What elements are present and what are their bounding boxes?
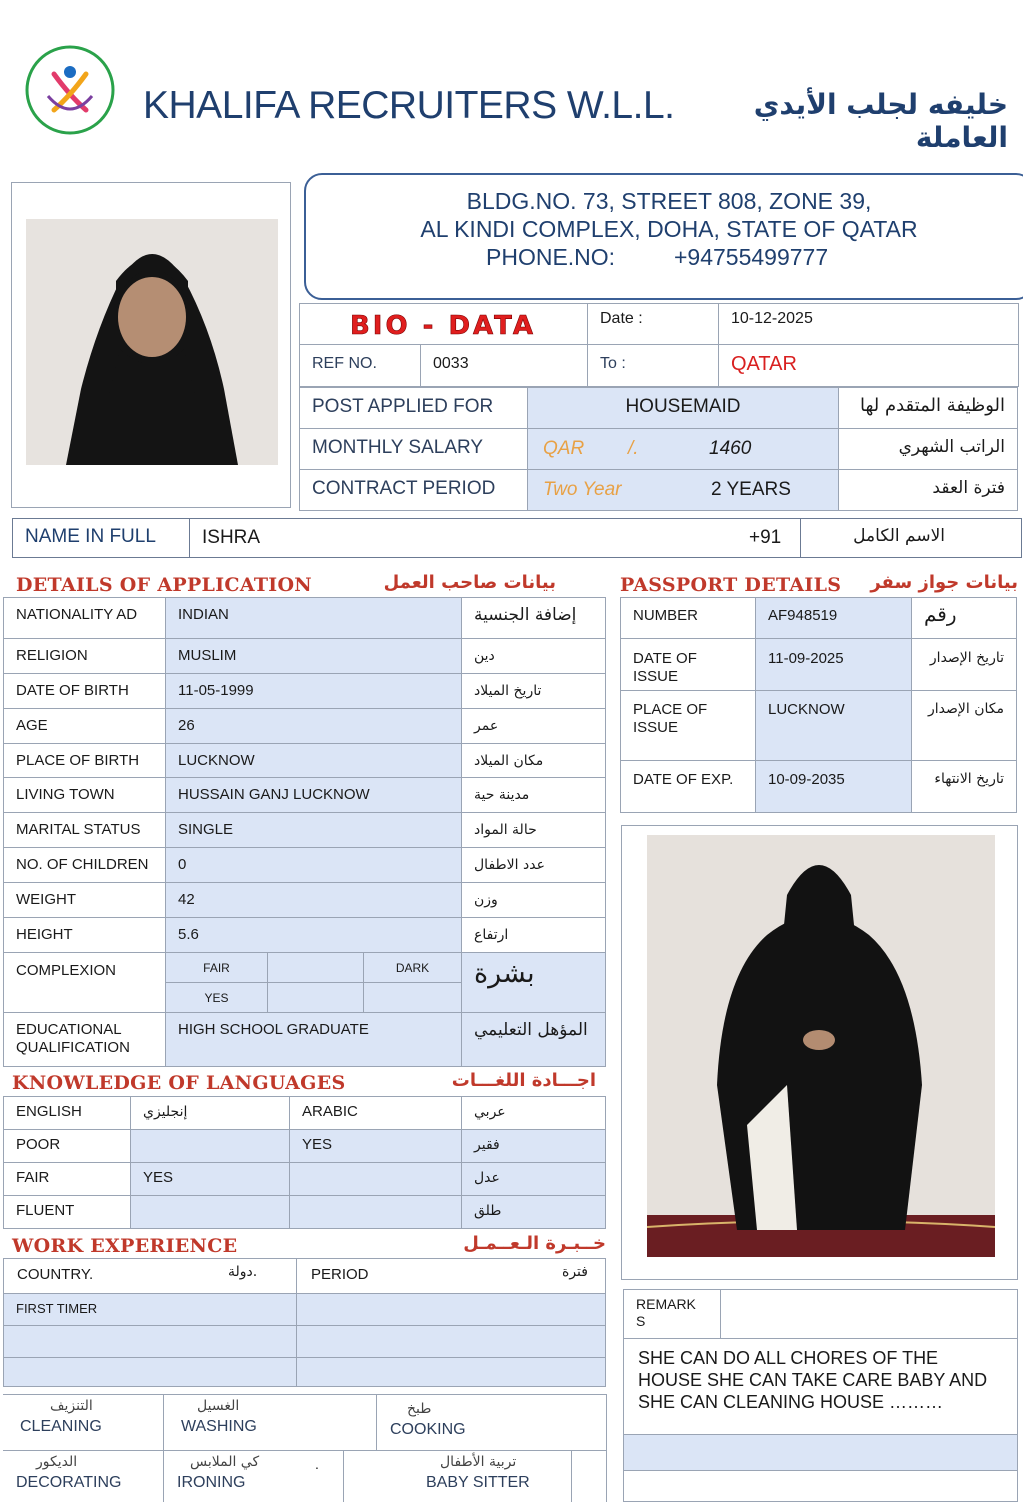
phone-number: +94755499777 <box>674 244 829 270</box>
lang-arabic: ARABIC <box>289 1096 462 1130</box>
application-row-label: WEIGHT <box>3 882 166 918</box>
lang-poor: POOR <box>3 1129 131 1163</box>
salary-currency: QAR <box>543 438 585 459</box>
passport-issue-ar: تاريخ الإصدار <box>911 638 1017 691</box>
complexion-dark: DARK <box>363 952 462 983</box>
remarks-blank <box>623 1470 1018 1502</box>
application-row-label: DATE OF BIRTH <box>3 673 166 709</box>
skills-divider-col-4 <box>571 1450 572 1502</box>
complexion-fair: FAIR <box>165 952 268 983</box>
exp-row-1-country: FIRST TIMER <box>3 1293 297 1326</box>
application-row-label: NATIONALITY AD <box>3 597 166 639</box>
application-row-label-ar: ارتفاع <box>461 917 606 953</box>
remarks-blue-1 <box>623 1434 1018 1471</box>
svg-text:BIO - DATA: BIO - DATA <box>349 311 537 341</box>
skills-divider-col-3 <box>343 1450 344 1502</box>
ref-value: 0033 <box>420 344 588 387</box>
skill-cooking: COOKING <box>390 1421 466 1438</box>
application-row-label: NO. OF CHILDREN <box>3 847 166 883</box>
skill-cleaning: CLEANING <box>20 1418 102 1435</box>
lang-fair: FAIR <box>3 1162 131 1196</box>
lang-english: ENGLISH <box>3 1096 131 1130</box>
skills-dot: . <box>315 1456 319 1472</box>
name-code: +91 <box>749 527 782 548</box>
skill-cooking-ar: طبخ <box>407 1401 432 1417</box>
education-label: EDUCATIONAL QUALIFICATION <box>3 1012 166 1067</box>
lang-arabic-ar: عربي <box>461 1096 606 1130</box>
application-row-label-ar: تاريخ الميلاد <box>461 673 606 709</box>
lang-fluent-english <box>130 1195 290 1229</box>
bio-title-cell <box>299 303 588 345</box>
languages-title-ar: اجـــادة اللغـــات <box>451 1070 596 1091</box>
passport-exp-ar: تاريخ الانتهاء <box>911 760 1017 813</box>
date-label: Date : <box>587 303 719 345</box>
skill-decorating-ar: الديكور <box>36 1454 78 1470</box>
lang-fair-ar: عدل <box>461 1162 606 1196</box>
lang-fair-english: YES <box>130 1162 290 1196</box>
experience-title-ar: خــبـرة الـعــمـل <box>463 1233 606 1254</box>
passport-issue: 11-09-2025 <box>755 638 912 691</box>
application-row-value: 26 <box>165 708 462 744</box>
lang-poor-ar: فقير <box>461 1129 606 1163</box>
skill-ironing-ar: كي الملابس <box>190 1454 260 1470</box>
exp-row-3-period <box>296 1357 606 1387</box>
passport-number-ar: رقم <box>911 597 1017 639</box>
skill-washing-ar: الغسيل <box>197 1398 240 1414</box>
education-label-ar: المؤهل التعليمي <box>461 1012 606 1067</box>
lang-poor-arabic: YES <box>289 1129 462 1163</box>
skill-cleaning-ar: التنزيف <box>50 1398 93 1414</box>
passport-title: PASSPORT DETAILS <box>620 574 842 596</box>
application-row-label: MARITAL STATUS <box>3 812 166 848</box>
passport-place: LUCKNOW <box>755 690 912 761</box>
to-label: To : <box>587 344 719 387</box>
passport-place-label: PLACE OF ISSUE <box>620 690 756 761</box>
salary-sep: /. <box>628 438 639 459</box>
languages-title: KNOWLEDGE OF LANGUAGES <box>12 1072 346 1094</box>
passport-issue-label: DATE OF ISSUE <box>620 638 756 691</box>
contract-label: CONTRACT PERIOD <box>299 469 528 511</box>
company-name-en: KHALIFA RECRUITERS W.L.L. <box>143 84 675 127</box>
skill-baby-sitter: BABY SITTER <box>426 1474 530 1491</box>
application-row-value: SINGLE <box>165 812 462 848</box>
lang-fair-arabic <box>289 1162 462 1196</box>
contract-label-ar: فترة العقد <box>838 469 1018 511</box>
exp-period-label: PERIOD <box>311 1266 369 1283</box>
remarks-label: REMARK S <box>623 1289 721 1339</box>
skill-baby-sitter-ar: تربية الأطفال <box>440 1454 517 1470</box>
application-row-label: AGE <box>3 708 166 744</box>
passport-exp: 10-09-2035 <box>755 760 912 813</box>
address-line-2: AL KINDI COMPLEX, DOHA, STATE OF QATAR <box>420 216 918 242</box>
application-row-label-ar: إضافة الجنسية <box>461 597 606 639</box>
passport-title-ar: بيانات جواز سفر <box>870 572 1018 593</box>
post-value: HOUSEMAID <box>527 387 839 429</box>
skills-divider-col-1 <box>163 1394 164 1502</box>
application-row-value: LUCKNOW <box>165 743 462 778</box>
contract-value: 2 YEARS <box>711 479 791 500</box>
exp-row-1-period <box>296 1293 606 1326</box>
application-title: DETAILS OF APPLICATION <box>16 574 312 596</box>
salary-label-ar: الراتب الشهري <box>838 428 1018 470</box>
exp-country-label: COUNTRY. <box>17 1266 94 1283</box>
application-row-label: HEIGHT <box>3 917 166 953</box>
skill-ironing: IRONING <box>177 1474 246 1491</box>
exp-row-2-country <box>3 1325 297 1358</box>
application-row-label-ar: حالة المواد <box>461 812 606 848</box>
application-row-label-ar: دين <box>461 638 606 674</box>
application-row-label: RELIGION <box>3 638 166 674</box>
application-row-label-ar: عدد الاطفال <box>461 847 606 883</box>
lang-fluent: FLUENT <box>3 1195 131 1229</box>
name-label-ar: الاسم الكامل <box>800 518 1022 558</box>
skills-divider-col-2 <box>376 1394 377 1450</box>
complexion-mid <box>267 952 364 983</box>
skill-washing: WASHING <box>181 1418 257 1435</box>
full-body-photo <box>647 835 995 1257</box>
application-row-value: 11-05-1999 <box>165 673 462 709</box>
skills-divider-col-5 <box>606 1394 607 1502</box>
application-row-label-ar: مدينة حية <box>461 777 606 813</box>
company-logo <box>24 44 116 136</box>
portrait-photo <box>26 219 278 465</box>
salary-value: 1460 <box>709 438 752 459</box>
contract-note: Two Year <box>543 479 622 500</box>
post-label-ar: الوظيفة المتقدم لها <box>838 387 1018 429</box>
passport-place-ar: مكان الإصدار <box>911 690 1017 761</box>
complexion-label: COMPLEXION <box>3 952 166 1013</box>
remarks-text: SHE CAN DO ALL CHORES OF THE HOUSE SHE CAN TAKE CARE BABY AND SHE CAN CLEANING HOUSE ……… <box>623 1338 1018 1435</box>
application-row-value: HUSSAIN GANJ LUCKNOW <box>165 777 462 813</box>
lang-english-ar: إنجليزي <box>130 1096 290 1130</box>
application-row-value: 0 <box>165 847 462 883</box>
application-row-label-ar: عمر <box>461 708 606 744</box>
passport-number-label: NUMBER <box>620 597 756 639</box>
lang-poor-english <box>130 1129 290 1163</box>
application-row-label: LIVING TOWN <box>3 777 166 813</box>
application-row-value: 5.6 <box>165 917 462 953</box>
name-label: NAME IN FULL <box>12 518 190 558</box>
application-row-label: PLACE OF BIRTH <box>3 743 166 778</box>
application-row-value: MUSLIM <box>165 638 462 674</box>
lang-fluent-ar: طلق <box>461 1195 606 1229</box>
exp-row-2-period <box>296 1325 606 1358</box>
ref-label: REF NO. <box>299 344 421 387</box>
remarks-top-right <box>720 1289 1018 1339</box>
complexion-dark-value <box>363 982 462 1013</box>
name-value-cell <box>189 518 801 558</box>
skill-decorating: DECORATING <box>16 1474 122 1491</box>
passport-exp-label: DATE OF EXP. <box>620 760 756 813</box>
complexion-label-ar: بشرة <box>461 952 606 1013</box>
date-value: 10-12-2025 <box>718 303 1019 345</box>
name-value: ISHRA <box>202 527 261 548</box>
application-title-ar: بيانات صاحب العمل <box>383 572 556 593</box>
salary-label: MONTHLY SALARY <box>299 428 528 470</box>
experience-title: WORK EXPERIENCE <box>12 1235 238 1257</box>
application-row-value: INDIAN <box>165 597 462 639</box>
address-line-1: BLDG.NO. 73, STREET 808, ZONE 39, <box>466 188 872 214</box>
lang-fluent-arabic <box>289 1195 462 1229</box>
passport-number: AF948519 <box>755 597 912 639</box>
complexion-fair-value: YES <box>165 982 268 1013</box>
complexion-mid-value <box>267 982 364 1013</box>
company-name-ar: خليفه لجلب الأيدي العاملة <box>753 88 1008 154</box>
application-row-value: 42 <box>165 882 462 918</box>
bio-data-title-graphic <box>300 304 587 344</box>
exp-period-ar: فترة <box>562 1264 588 1280</box>
phone-label: PHONE.NO: <box>486 244 616 270</box>
skills-divider-row <box>3 1450 607 1451</box>
application-row-label-ar: وزن <box>461 882 606 918</box>
to-value: QATAR <box>718 344 1019 387</box>
application-row-label-ar: مكان الميلاد <box>461 743 606 778</box>
post-label: POST APPLIED FOR <box>299 387 528 429</box>
exp-row-3-country <box>3 1357 297 1387</box>
education-value: HIGH SCHOOL GRADUATE <box>165 1012 462 1067</box>
exp-country-ar: دولة. <box>228 1264 258 1280</box>
